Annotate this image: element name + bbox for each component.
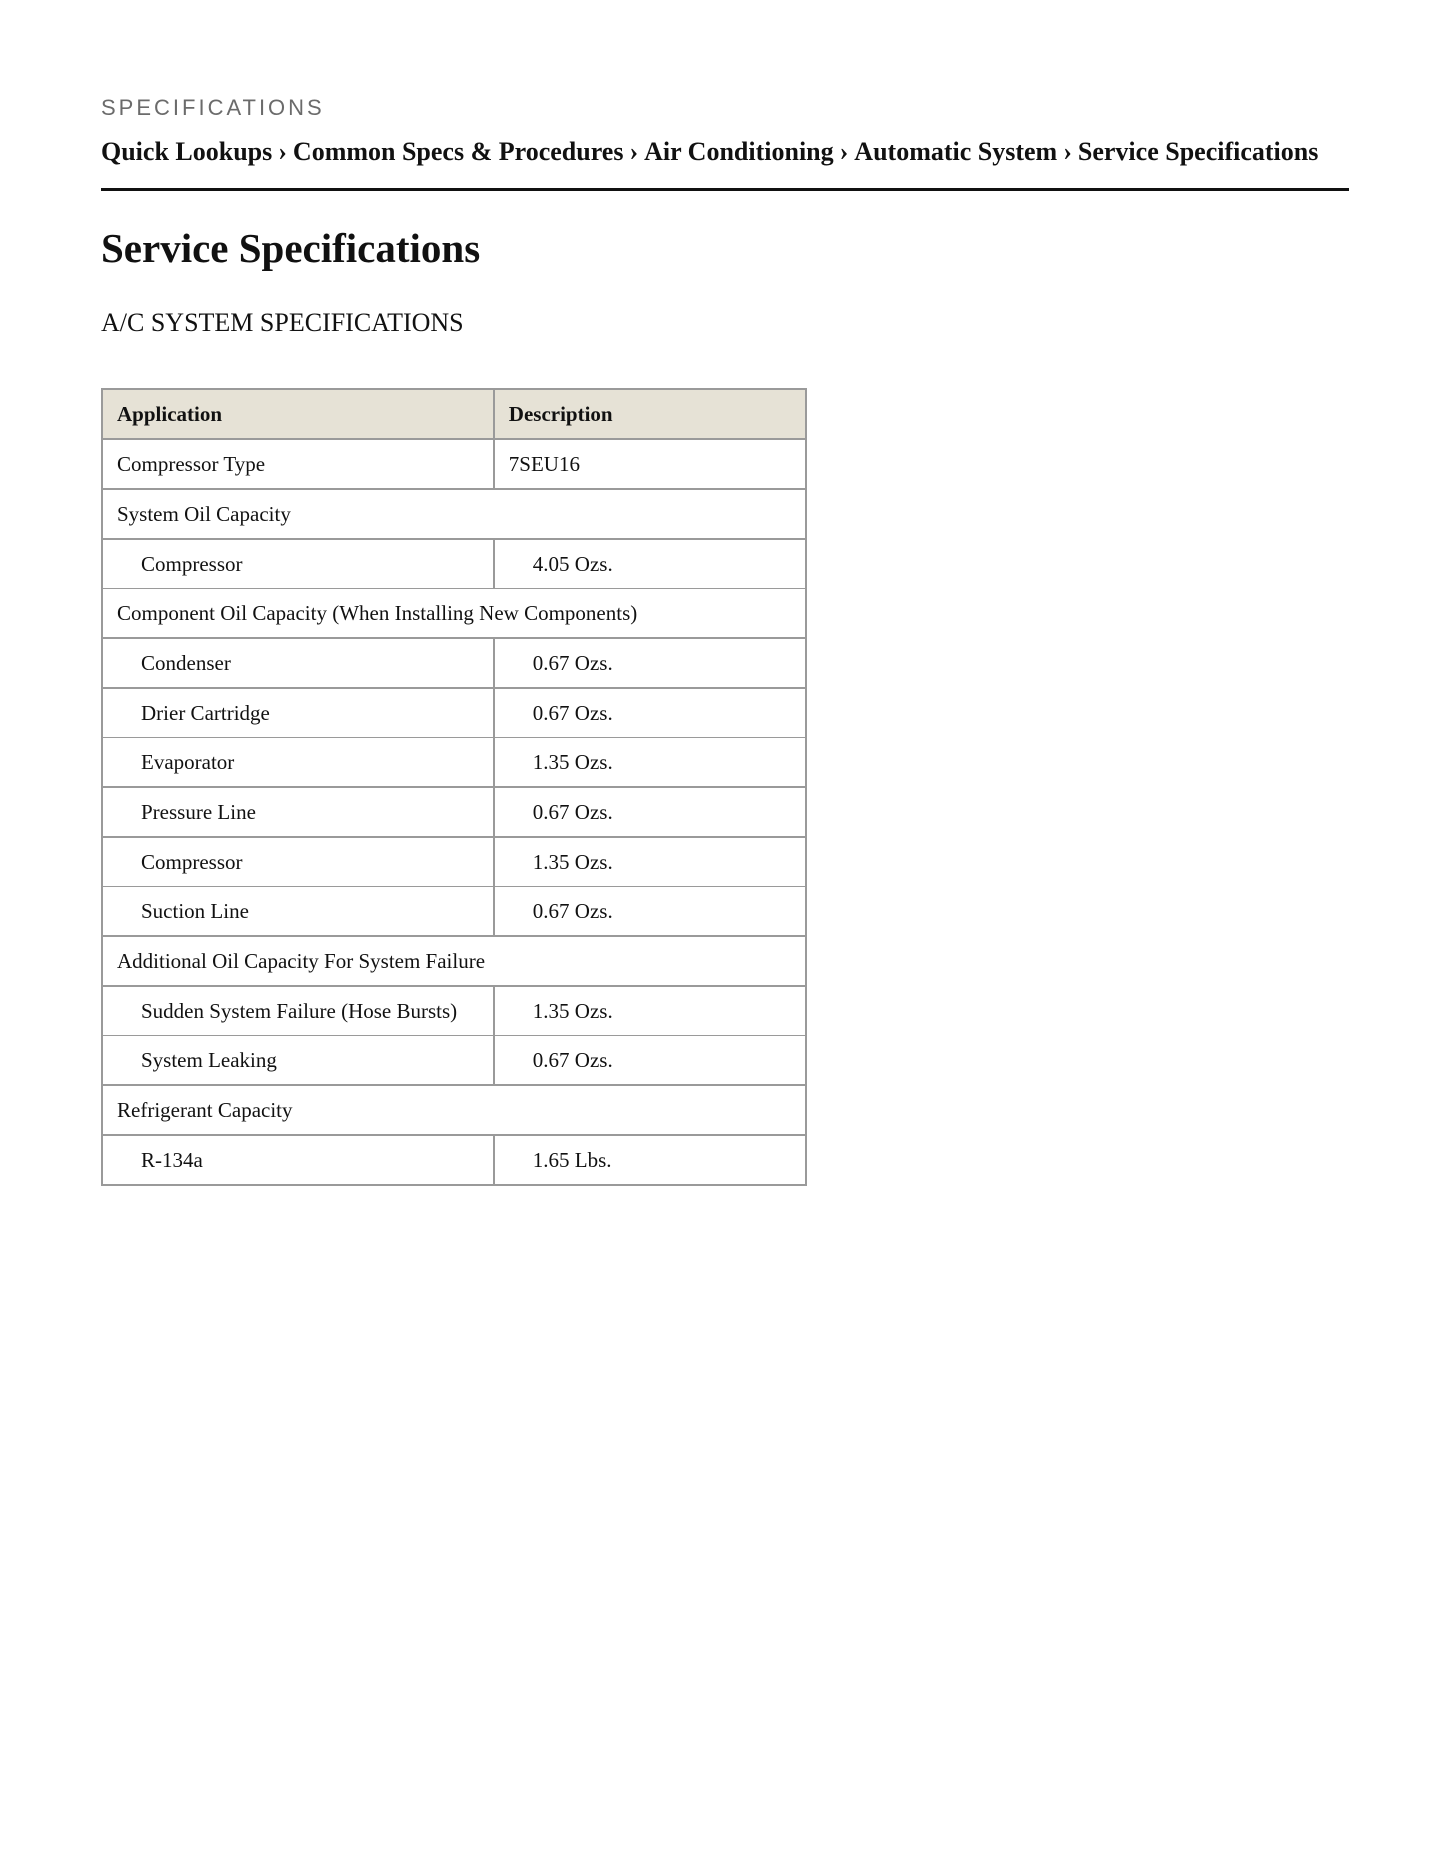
breadcrumb-item-air-conditioning[interactable]: Air Conditioning xyxy=(644,137,834,166)
application-cell: Compressor Type xyxy=(102,439,494,489)
breadcrumb-separator: › xyxy=(278,137,287,166)
description-cell: 1.35 Ozs. xyxy=(494,837,806,887)
breadcrumb-separator: › xyxy=(1063,137,1072,166)
section-subtitle: A/C SYSTEM SPECIFICATIONS xyxy=(101,308,464,337)
application-cell: Evaporator xyxy=(102,738,494,788)
table-row xyxy=(102,638,806,688)
table-row xyxy=(102,738,806,788)
table-group-row xyxy=(102,936,806,986)
header-divider xyxy=(101,188,1349,191)
table-row xyxy=(102,986,806,1036)
description-cell: 4.05 Ozs. xyxy=(494,539,806,589)
table-row xyxy=(102,1135,806,1185)
application-cell: Suction Line xyxy=(102,887,494,937)
breadcrumb-separator: › xyxy=(839,137,849,166)
application-cell: System Leaking xyxy=(102,1036,494,1086)
application-cell: Compressor xyxy=(102,539,494,589)
application-cell: R-134a xyxy=(102,1135,494,1185)
table-group-row xyxy=(102,1085,806,1135)
description-cell: 1.65 Lbs. xyxy=(494,1135,806,1185)
breadcrumb-item-common-specs[interactable]: Common Specs & Procedures xyxy=(292,137,624,166)
table-row xyxy=(102,688,806,738)
description-cell: 0.67 Ozs. xyxy=(494,638,806,688)
description-cell: 0.67 Ozs. xyxy=(494,1036,806,1086)
table-row xyxy=(102,439,806,489)
breadcrumb-item-current: Service Specifications xyxy=(1077,137,1319,166)
group-heading-cell: Component Oil Capacity (When Installing New Components) xyxy=(102,589,806,639)
table-row xyxy=(102,1036,806,1086)
breadcrumb-separator: › xyxy=(629,137,639,166)
description-cell: 7SEU16 xyxy=(494,439,806,489)
group-heading-cell: Additional Oil Capacity For System Failure xyxy=(102,936,806,986)
group-heading-cell: System Oil Capacity xyxy=(102,489,806,539)
breadcrumb xyxy=(101,137,1318,167)
table-row xyxy=(102,539,806,589)
application-cell: Drier Cartridge xyxy=(102,688,494,738)
specifications-table xyxy=(101,388,807,1186)
table-group-row xyxy=(102,489,806,539)
application-cell: Compressor xyxy=(102,837,494,887)
description-cell: 1.35 Ozs. xyxy=(494,738,806,788)
table-group-row xyxy=(102,589,806,639)
group-heading-cell: Refrigerant Capacity xyxy=(102,1085,806,1135)
description-cell: 0.67 Ozs. xyxy=(494,688,806,738)
application-cell: Sudden System Failure (Hose Bursts) xyxy=(102,986,494,1036)
description-cell: 0.67 Ozs. xyxy=(494,787,806,837)
table-header-row xyxy=(102,389,806,439)
table-row xyxy=(102,837,806,887)
application-cell: Condenser xyxy=(102,638,494,688)
application-cell: Pressure Line xyxy=(102,787,494,837)
table-row xyxy=(102,887,806,937)
column-header-application: Application xyxy=(102,389,494,439)
section-label: SPECIFICATIONS xyxy=(101,95,325,120)
description-cell: 1.35 Ozs. xyxy=(494,986,806,1036)
description-cell: 0.67 Ozs. xyxy=(494,887,806,937)
page-title: Service Specifications xyxy=(101,225,481,271)
column-header-description: Description xyxy=(494,389,806,439)
breadcrumb-item-quick-lookups[interactable]: Quick Lookups xyxy=(101,137,273,166)
breadcrumb-item-automatic-system[interactable]: Automatic System xyxy=(854,137,1058,166)
table-row xyxy=(102,787,806,837)
